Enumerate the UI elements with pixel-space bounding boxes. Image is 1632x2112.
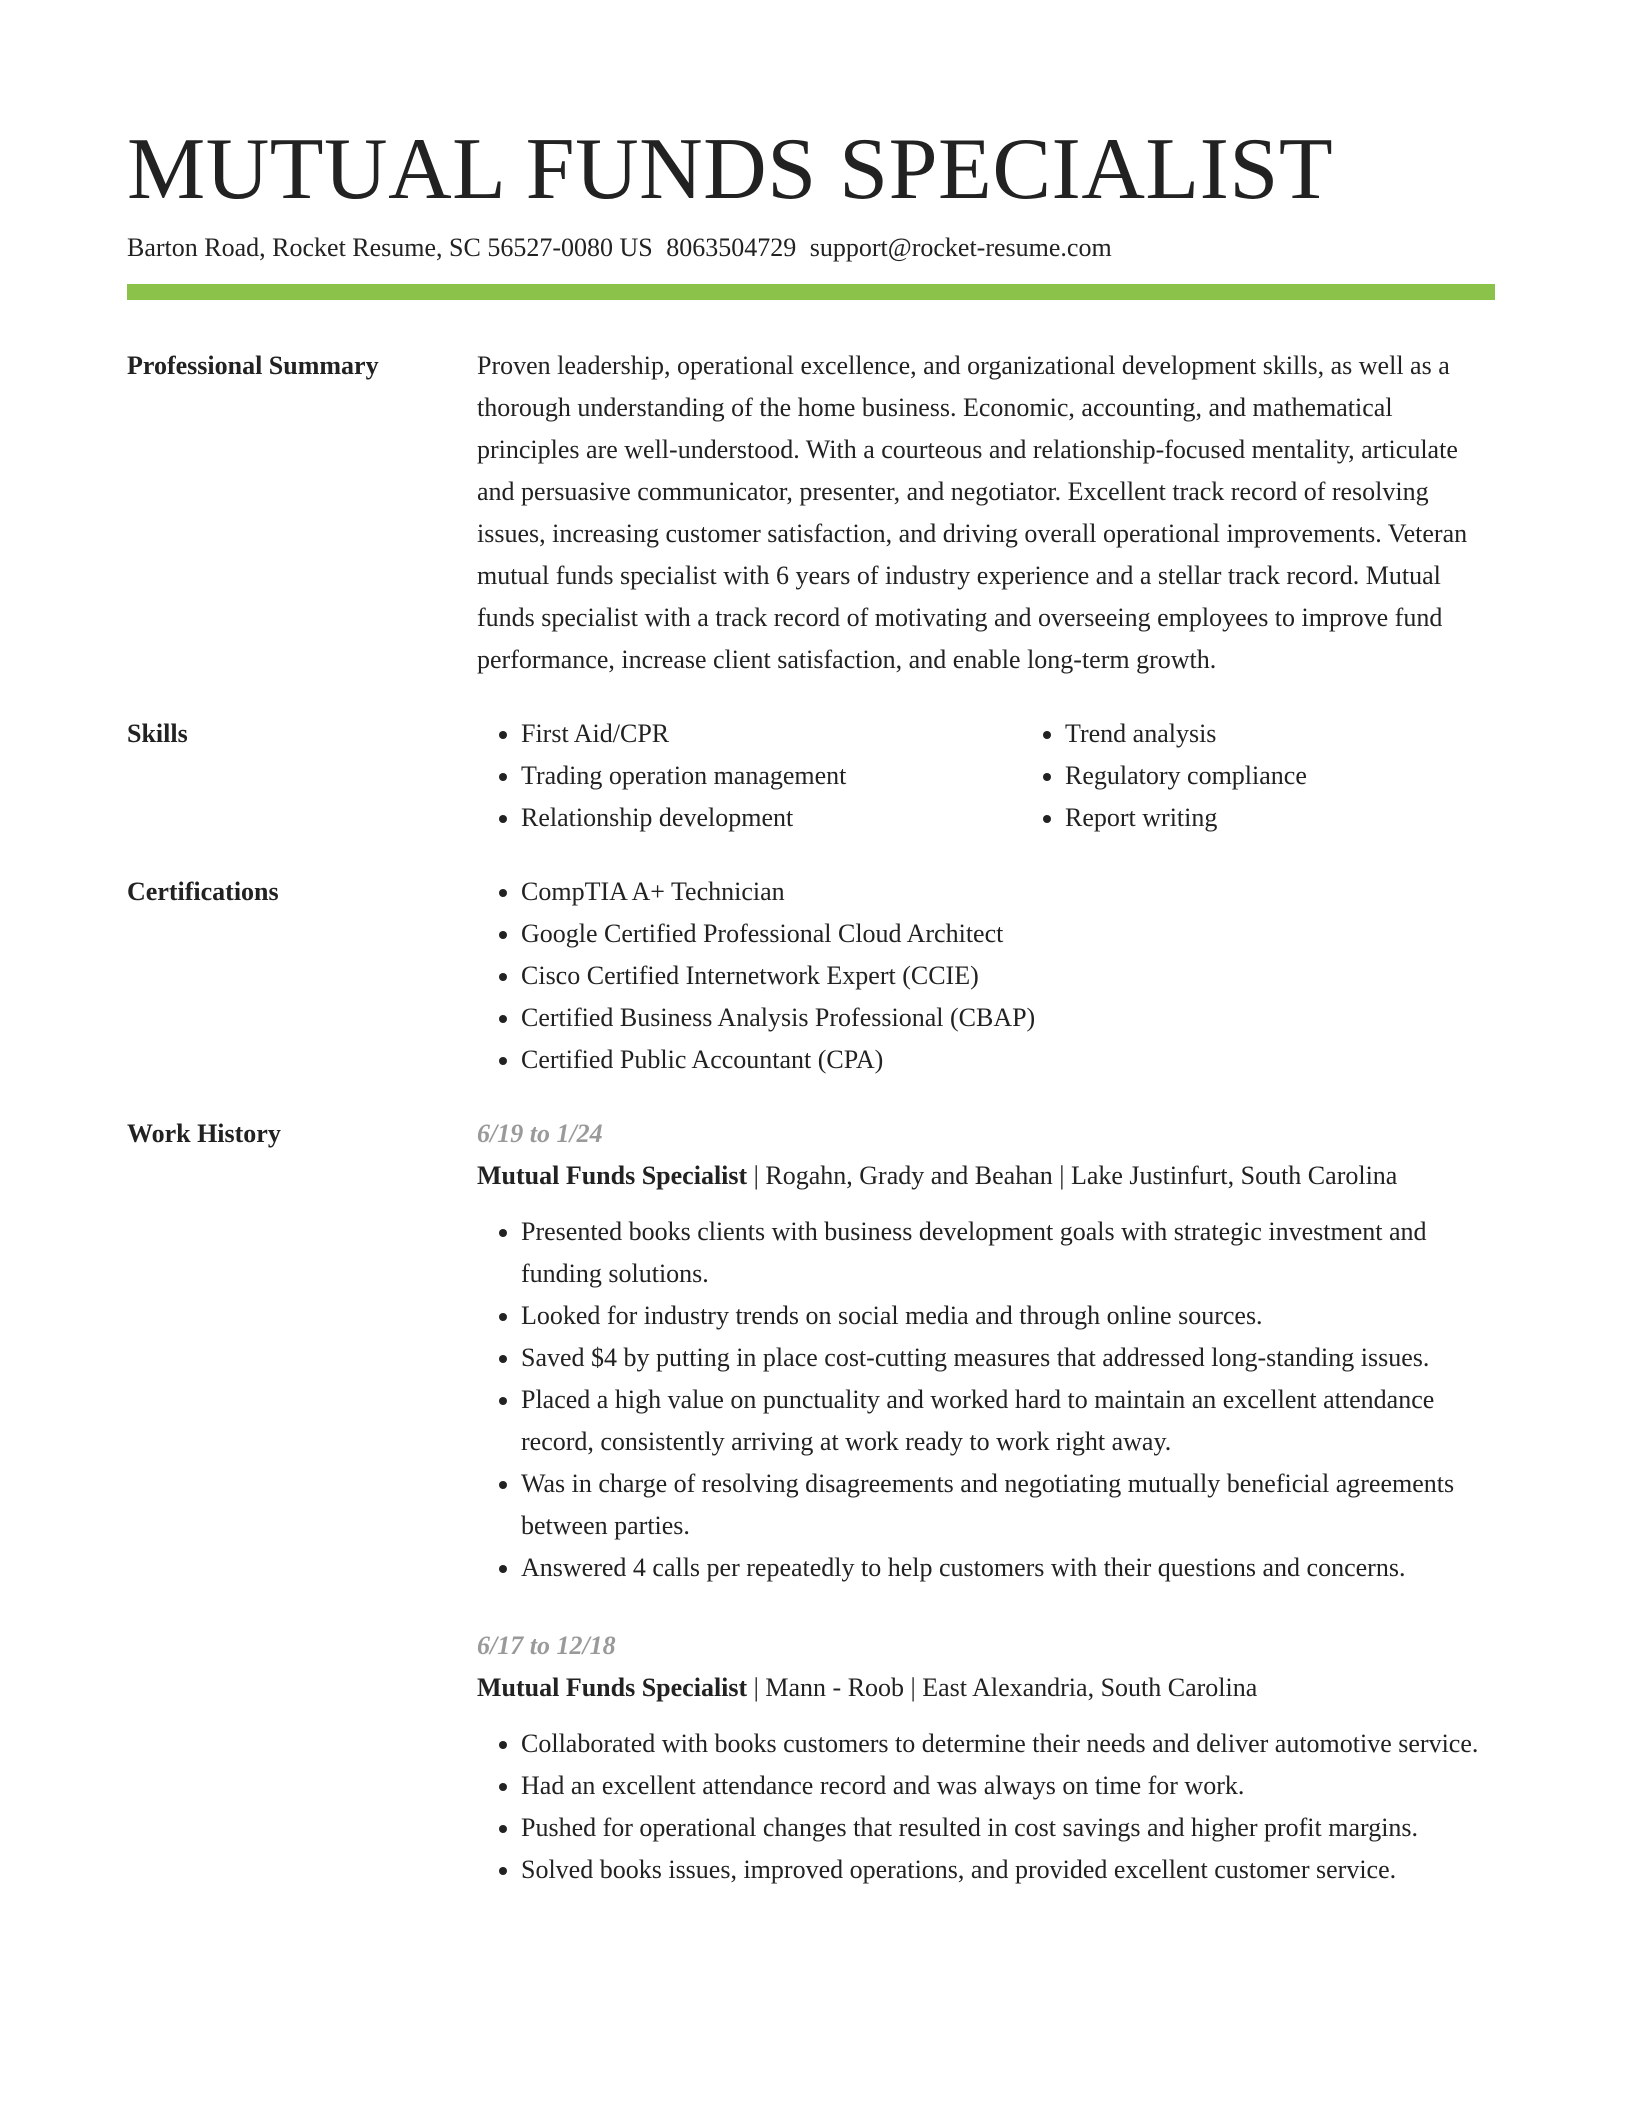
skill-item: • Report writing (1065, 797, 1565, 839)
job-bullet: • Was in charge of resolving disagreements and negotiating mutually beneficial agreements between parties. (521, 1463, 1495, 1547)
skills-list-right (1021, 713, 1565, 839)
contact-address: Barton Road, Rocket Resume, SC 56527-0080 US (127, 233, 653, 262)
skill-item: • First Aid/CPR (521, 713, 1021, 755)
section-label-summary: Professional Summary (127, 351, 379, 380)
job-bullet: • Placed a high value on punctuality and worked hard to maintain an excellent attendance record, consistently arriving at work ready to work right away. (521, 1379, 1495, 1463)
job-entry (477, 1625, 1495, 1891)
certification-item: • Google Certified Professional Cloud Architect (521, 913, 1495, 955)
certifications-list (477, 871, 1495, 1081)
skill-item: • Trend analysis (1065, 713, 1565, 755)
job-bullet: • Answered 4 calls per repeatedly to help customers with their questions and concerns. (521, 1547, 1495, 1589)
contact-line (127, 231, 1112, 265)
job-entry (477, 1113, 1495, 1589)
section-label-certifications: Certifications (127, 877, 279, 906)
job-title: Mutual Funds Specialist (477, 1161, 748, 1190)
job-bullets (477, 1211, 1495, 1589)
skill-item: • Relationship development (521, 797, 1021, 839)
job-title: Mutual Funds Specialist (477, 1673, 748, 1702)
skills-columns (477, 713, 1565, 839)
contact-phone: 8063504729 (666, 233, 797, 262)
contact-email: support@rocket-resume.com (809, 233, 1112, 262)
resume-sections (127, 345, 1495, 1959)
job-details: | Rogahn, Grady and Beahan | Lake Justinfurt, South Carolina (747, 1161, 1398, 1190)
job-bullet: • Collaborated with books customers to determine their needs and deliver automotive service. (521, 1723, 1495, 1765)
header-divider (127, 284, 1495, 300)
skill-item: • Trading operation management (521, 755, 1021, 797)
job-bullet: • Solved books issues, improved operations, and provided excellent customer service. (521, 1849, 1495, 1891)
job-bullet: • Looked for industry trends on social media and through online sources. (521, 1295, 1495, 1337)
section-certifications (127, 871, 1495, 1081)
section-label-work-history: Work History (127, 1119, 281, 1148)
resume-name-heading: MUTUAL FUNDS SPECIALIST (127, 121, 1334, 218)
skills-list-left (477, 713, 1021, 839)
job-details: | Mann - Roob | East Alexandria, South Carolina (747, 1673, 1258, 1702)
section-skills (127, 713, 1495, 839)
section-work-history (127, 1113, 1495, 1927)
certification-item: • CompTIA A+ Technician (521, 871, 1495, 913)
job-bullet: • Had an excellent attendance record and was always on time for work. (521, 1765, 1495, 1807)
summary-text: Proven leadership, operational excellence, and organizational development skills, as well as a thorough understanding of the home business. Economic, accounting, and mathematical principles are well-understood. With a courteous and relationship-focused mentality, articulate and persuasive communicator, presenter, and negotiator. Excellent track record of resolving issues, increasing customer satisfaction, and driving overall operational improvements. Veteran mutual funds specialist with 6 years of industry experience and a stellar track record. Mutual funds specialist with a track record of motivating and overseeing employees to improve fund performance, increase client satisfaction, and enable long-term growth. (477, 351, 1468, 674)
job-dates: 6/17 to 12/18 (477, 1631, 616, 1660)
certification-item: • Certified Business Analysis Professional (CBAP) (521, 997, 1495, 1039)
section-label-skills: Skills (127, 719, 188, 748)
summary-body (477, 345, 1495, 681)
certification-item: • Cisco Certified Internetwork Expert (CCIE) (521, 955, 1495, 997)
job-bullet: • Pushed for operational changes that resulted in cost savings and higher profit margins. (521, 1807, 1495, 1849)
job-bullets (477, 1723, 1495, 1891)
skill-item: • Regulatory compliance (1065, 755, 1565, 797)
job-dates: 6/19 to 1/24 (477, 1119, 603, 1148)
job-bullet: • Presented books clients with business development goals with strategic investment and funding solutions. (521, 1211, 1495, 1295)
job-bullet: • Saved $4 by putting in place cost-cutting measures that addressed long-standing issues. (521, 1337, 1495, 1379)
certifications-body (477, 871, 1495, 1081)
job-heading (477, 1667, 1495, 1709)
work-history-body (477, 1113, 1495, 1927)
section-summary (127, 345, 1495, 681)
certification-item: • Certified Public Accountant (CPA) (521, 1039, 1495, 1081)
job-heading (477, 1155, 1495, 1197)
